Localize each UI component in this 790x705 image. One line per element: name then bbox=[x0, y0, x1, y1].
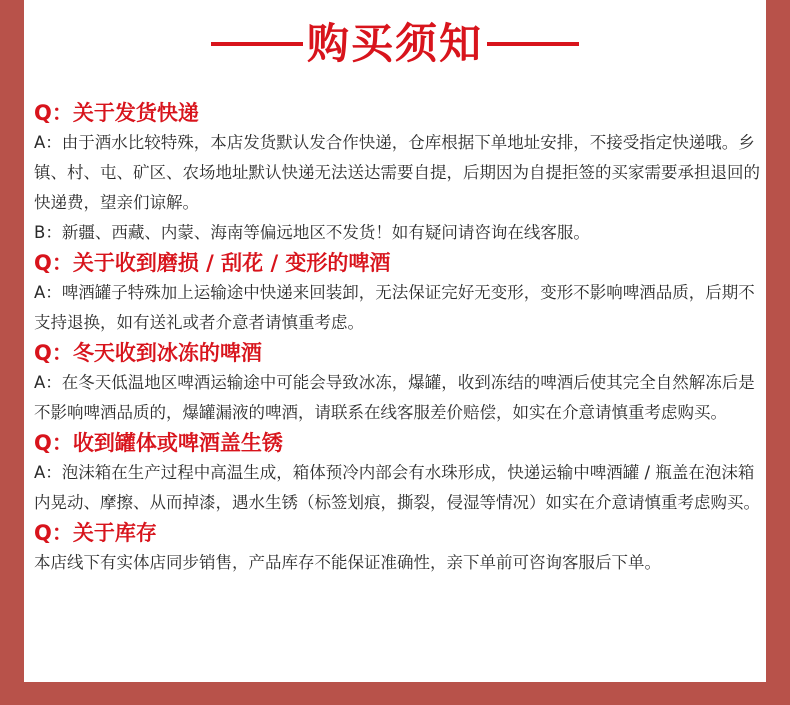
faq-section-damage bbox=[34, 248, 762, 338]
answer-paragraph: B：新疆、西藏、内蒙、海南等偏远地区不发货！如有疑问请咨询在线客服。 bbox=[34, 223, 590, 242]
page-title: 购买须知 bbox=[306, 19, 483, 68]
title-left-rule bbox=[211, 42, 303, 46]
title-right-rule bbox=[487, 42, 579, 46]
title-row bbox=[24, 14, 766, 74]
answer-paragraph: A：由于酒水比较特殊，本店发货默认发合作快递，仓库根据下单地址安排，不接受指定快递哦。乡镇、村、屯、矿区、农场地址默认快递无法送达需要自提，后期因为自提拒签的买家需要承担退回的快递费，望亲们谅解。 bbox=[34, 133, 760, 212]
question-heading: Q：收到罐体或啤酒盖生锈 bbox=[34, 431, 283, 455]
question-heading: Q：关于发货快递 bbox=[34, 101, 199, 125]
faq-section-rust bbox=[34, 428, 762, 518]
answer-paragraph: 本店线下有实体店同步销售，产品库存不能保证准确性，亲下单前可咨询客服后下单。 bbox=[34, 553, 661, 572]
answer-paragraph: A：泡沫箱在生产过程中高温生成，箱体预冷内部会有水珠形成，快递运输中啤酒罐 / 瓶盖在泡沫箱内晃动、摩擦、从而掉漆，遇水生锈（标签划痕，撕裂，侵湿等情况）如实在介意请慎重考虑购买。 bbox=[34, 463, 760, 512]
question-heading: Q：关于收到磨损 / 刮花 / 变形的啤酒 bbox=[34, 251, 391, 275]
answer-paragraph: A：在冬天低温地区啤酒运输途中可能会导致冰冻，爆罐，收到冻结的啤酒后使其完全自然解冻后是不影响啤酒品质的，爆罐漏液的啤酒，请联系在线客服差价赔偿，如实在介意请慎重考虑购买。 bbox=[34, 373, 755, 422]
faq-section-frozen bbox=[34, 338, 762, 428]
notice-panel bbox=[24, 0, 766, 682]
faq-content bbox=[34, 98, 762, 578]
faq-section-shipping bbox=[34, 98, 762, 248]
question-heading: Q：冬天收到冰冻的啤酒 bbox=[34, 341, 262, 365]
faq-section-stock bbox=[34, 518, 762, 578]
question-heading: Q：关于库存 bbox=[34, 521, 157, 545]
answer-paragraph: A：啤酒罐子特殊加上运输途中快递来回装卸，无法保证完好无变形，变形不影响啤酒品质，后期不支持退换，如有送礼或者介意者请慎重考虑。 bbox=[34, 283, 755, 332]
